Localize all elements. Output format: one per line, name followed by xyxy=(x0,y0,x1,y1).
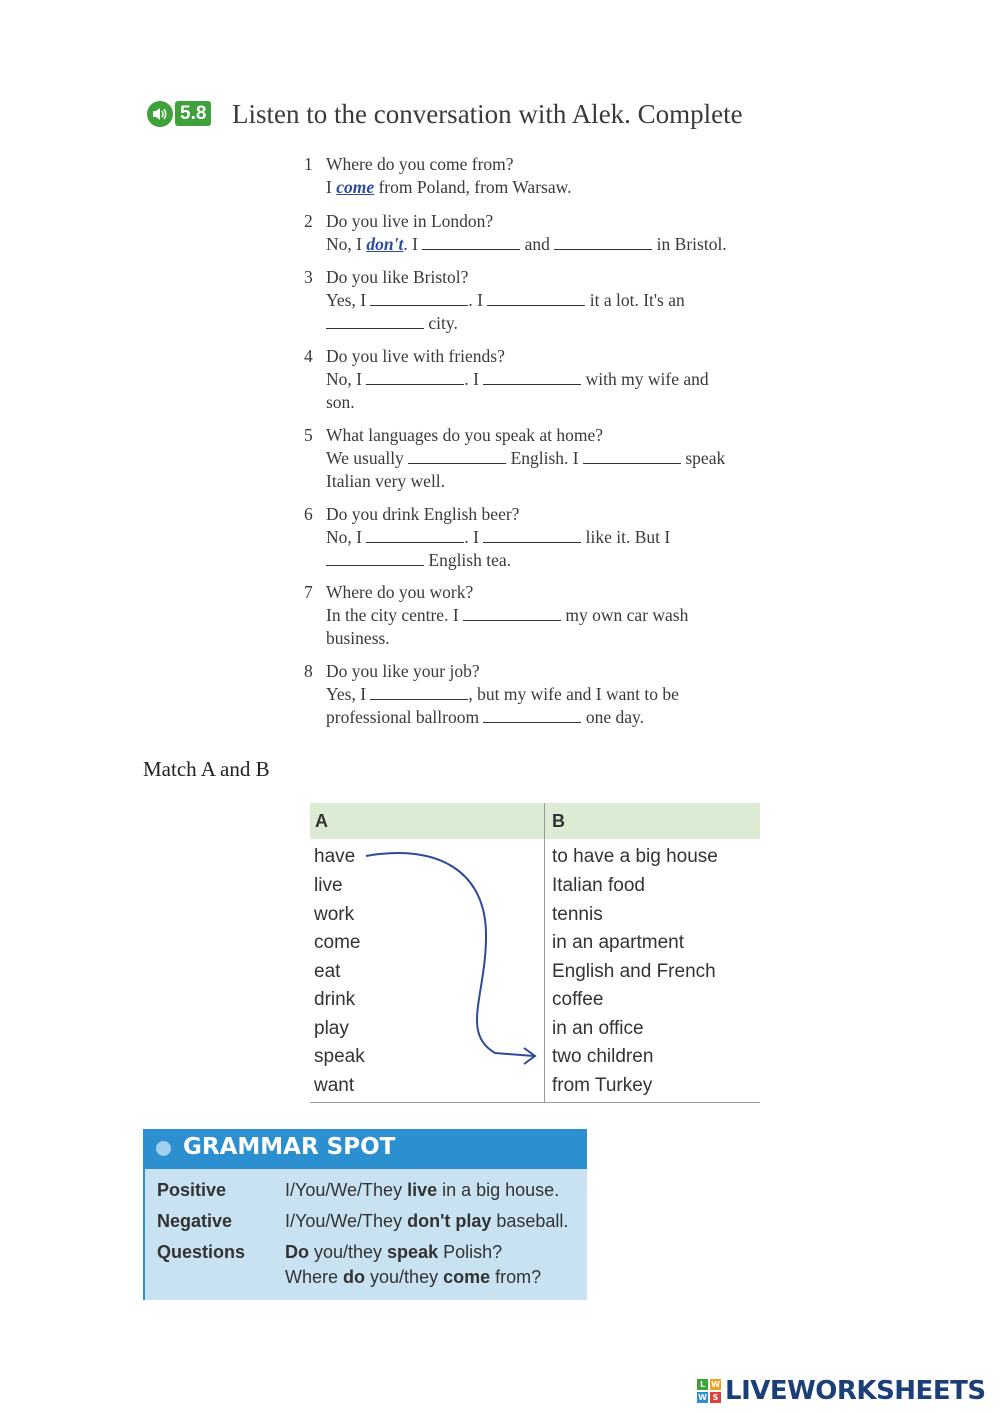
question-text: Do you live in London? xyxy=(326,211,494,231)
question-text: Do you like your job? xyxy=(326,661,480,681)
answer-blank[interactable] xyxy=(366,526,464,543)
answer-line: No, I . I like it. But I xyxy=(326,527,671,547)
question-item: 4 Do you live with friends? No, I . I with my wife and son. xyxy=(304,345,764,414)
match-a-item[interactable]: work xyxy=(314,904,355,925)
match-a-item[interactable]: play xyxy=(314,1018,349,1039)
match-b-item[interactable]: coffee xyxy=(552,989,604,1010)
exercise-instruction: Listen to the conversation with Alek. Complete xyxy=(232,99,743,129)
match-b-item[interactable]: in an office xyxy=(552,1018,644,1039)
question-item: 7 Where do you work? In the city centre. I my own car wash business. xyxy=(304,581,764,650)
exercise-badge xyxy=(147,100,219,127)
match-b-item[interactable]: two children xyxy=(552,1046,654,1067)
match-b-item[interactable]: in an apartment xyxy=(552,932,685,953)
logo-grid-icon: L W W S xyxy=(698,1380,720,1402)
question-item: 6 Do you drink English beer? No, I . I like it. But I English tea. xyxy=(304,503,764,572)
column-a-header: A xyxy=(315,811,328,831)
question-item: 8 Do you like your job? Yes, I , but my wife and I want to be professional ballroom one day. xyxy=(304,660,764,729)
question-item: 1 Where do you come from? I come from Poland, from Warsaw. xyxy=(304,153,764,199)
answer-line: I come from Poland, from Warsaw. xyxy=(326,177,572,197)
answer-line: business. xyxy=(326,628,390,648)
answer-blank[interactable] xyxy=(326,549,424,566)
match-a-item[interactable]: live xyxy=(314,875,343,896)
answer-line: No, I don't. I and in Bristol. xyxy=(326,234,727,254)
question-item: 3 Do you like Bristol? Yes, I . I it a lot. It's an city. xyxy=(304,266,764,335)
example-match-arrow xyxy=(310,803,760,1103)
question-item: 5 What languages do you speak at home? We usually English. I speak Italian very well. xyxy=(304,424,764,493)
bullet-icon xyxy=(156,1141,171,1156)
grammar-spot-box xyxy=(143,1129,587,1300)
match-table xyxy=(310,803,760,1103)
answer-blank[interactable] xyxy=(422,233,520,250)
answer-line: Yes, I . I it a lot. It's an xyxy=(326,290,685,310)
answer-blank[interactable] xyxy=(487,289,585,306)
positive-label: Positive xyxy=(157,1180,227,1200)
question-text: What languages do you speak at home? xyxy=(326,425,603,445)
match-a-item[interactable]: drink xyxy=(314,989,356,1010)
match-b-item[interactable]: Italian food xyxy=(552,875,645,896)
answer-blank[interactable] xyxy=(326,312,424,329)
answer-blank[interactable] xyxy=(483,526,581,543)
answer-blank[interactable] xyxy=(463,604,561,621)
answer-blank[interactable] xyxy=(370,289,468,306)
answer-line: Yes, I , but my wife and I want to be xyxy=(326,684,679,704)
question-text: Do you live with friends? xyxy=(326,346,505,366)
answer-blank[interactable] xyxy=(583,447,681,464)
answer-blank[interactable] xyxy=(408,447,506,464)
example-answer: don't xyxy=(366,234,404,254)
speaker-icon[interactable] xyxy=(147,101,173,127)
match-a-item[interactable]: speak xyxy=(314,1046,365,1067)
answer-blank[interactable] xyxy=(483,706,581,723)
match-b-item[interactable]: to have a big house xyxy=(552,846,718,867)
answer-blank[interactable] xyxy=(366,368,464,385)
negative-label: Negative xyxy=(157,1211,233,1231)
answer-line: professional ballroom one day. xyxy=(326,707,644,727)
match-b-item[interactable]: from Turkey xyxy=(552,1075,653,1096)
question-text: Do you drink English beer? xyxy=(326,504,520,524)
column-b-header: B xyxy=(552,811,565,831)
answer-line: No, I . I with my wife and xyxy=(326,369,709,389)
match-a-item[interactable]: eat xyxy=(314,961,341,982)
match-b-item[interactable]: tennis xyxy=(552,904,603,925)
answer-line: We usually English. I speak xyxy=(326,448,726,468)
grammar-spot-title: GRAMMAR SPOT xyxy=(183,1134,396,1160)
question-text: Where do you come from? xyxy=(326,154,514,174)
negative-example: I/You/We/They don't play baseball. xyxy=(285,1211,569,1231)
questions-label: Questions xyxy=(157,1242,246,1262)
answer-blank[interactable] xyxy=(483,368,581,385)
answer-line: English tea. xyxy=(326,549,764,572)
match-title: Match A and B xyxy=(143,757,270,781)
match-a-item[interactable]: have xyxy=(314,846,356,867)
match-a-item[interactable]: come xyxy=(314,932,361,953)
logo-text: LIVEWORKSHEETS xyxy=(725,1376,986,1406)
answer-line: son. xyxy=(326,392,355,412)
question-text: Do you like Bristol? xyxy=(326,267,469,287)
question-text: Where do you work? xyxy=(326,582,474,602)
answer-blank[interactable] xyxy=(554,233,652,250)
question-item: 2 Do you live in London? No, I don't. I and in Bristol. xyxy=(304,210,764,256)
answer-blank[interactable] xyxy=(370,683,468,700)
match-a-item[interactable]: want xyxy=(314,1075,355,1096)
question-example: Do you/they speak Polish? xyxy=(285,1242,503,1262)
match-b-item[interactable]: English and French xyxy=(552,961,716,982)
answer-line: city. xyxy=(326,312,764,335)
answer-line: Italian very well. xyxy=(326,471,446,491)
liveworksheets-logo xyxy=(697,1376,986,1406)
question-example: Where do you/they come from? xyxy=(285,1267,542,1287)
answer-line: In the city centre. I my own car wash xyxy=(326,605,689,625)
exercise-number: 5.8 xyxy=(175,101,211,126)
positive-example: I/You/We/They live in a big house. xyxy=(285,1180,560,1200)
example-answer: come xyxy=(336,177,375,197)
